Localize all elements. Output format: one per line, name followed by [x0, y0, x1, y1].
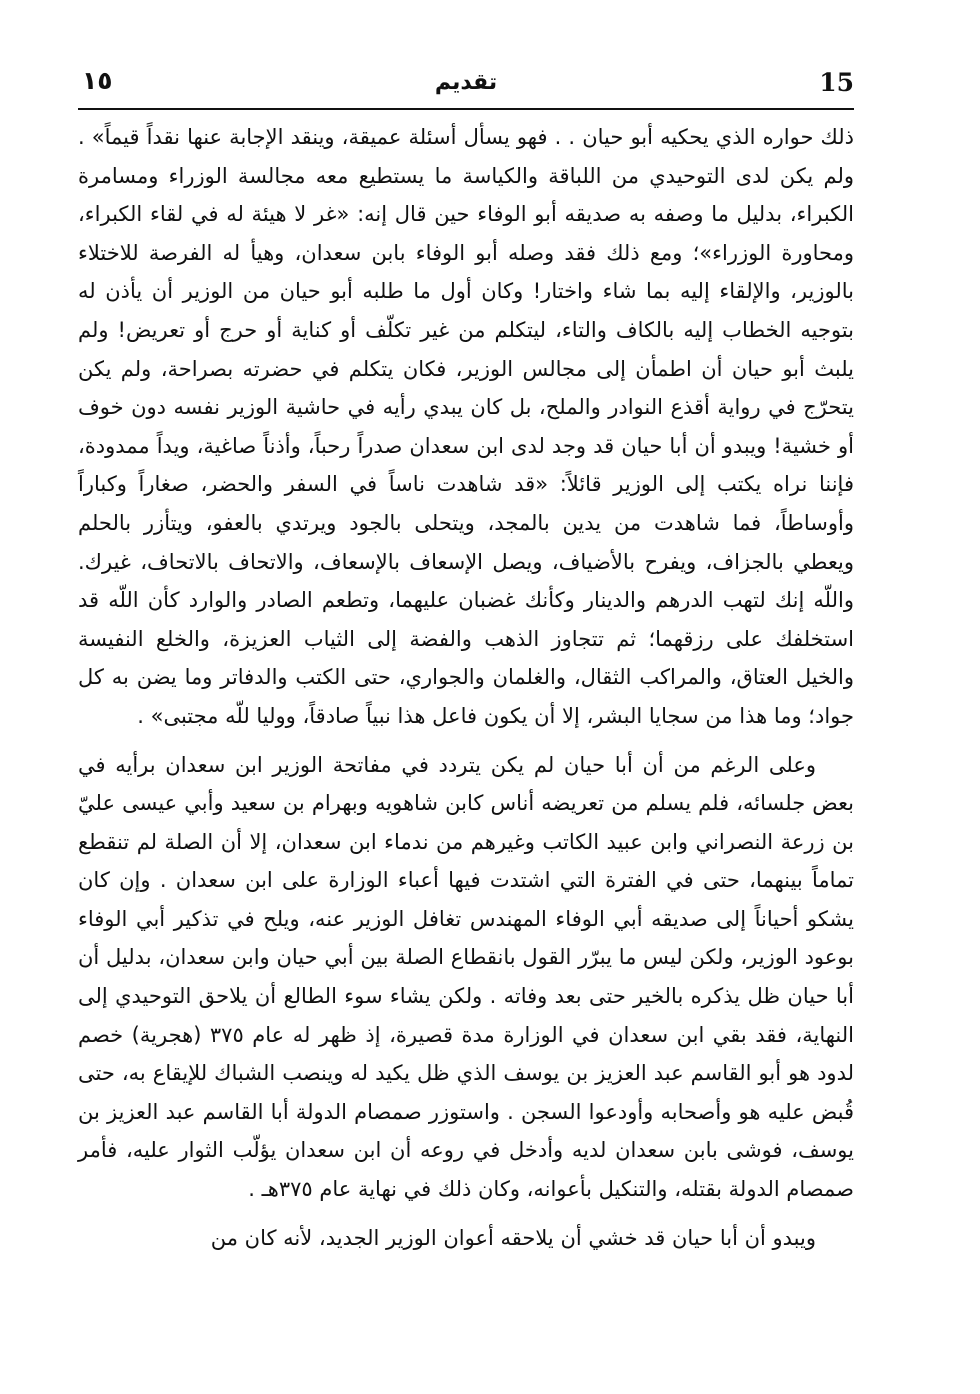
page-number-arabic: ١٥: [82, 66, 113, 95]
paragraph: ويبدو أن أبا حيان قد خشي أن يلاحقه أعوان الوزير الجديد، لأنه كان من: [210, 1225, 816, 1250]
paragraph: ذلك حواره الذي يحكيه أبو حيان . . فهو يسأل أسئلة عميقة، وينقد الإجابة عنها نقداً قيماً» . ولم يكن لدى التوحيدي من اللباقة والكياسة ما يستطيع معه مجالسة الوزراء ومسامرة الكبراء، بدليل ما وصفه به صديقه أبو الوفاء حين قال إنه: «غر لا هيئة له في لقاء الكبراء، ومحاورة الوزراء»؛ ومع ذلك فقد وصله أبو الوفاء بابن سعدان، وهيأ له الفرصة للاختلاء بالوزير، والإلقاء إليه بما شاء واختار! وكان أول ما طلبه أبو حيان من الوزير أن يأذن له بتوجيه الخطاب إليه بالكاف والتاء، ليتكلم من غير تكلّف أو كناية أو حرج أو تعريض! ولم يلبث أبو حيان أن اطمأن إلى مجالس الوزير، فكان يتكلم في حضرته بصراحة، ولم يكن يتحرّج في رواية أقذع النوادر والملح، بل كان يبدي رأيه في حاشية الوزير نفسه دون خوف أو خشية! ويبدو أن أبا حيان قد وجد لدى ابن سعدان صدراً رحباً، وأذناً صاغية، ويداً ممدودة، فإننا نراه يكتب إلى الوزير قائلاً: «قد شاهدت ناساً في السفر والحضر، صغاراً وكباراً وأوساطاً، فما شاهدت من يدين بالمجد، ويتحلى بالجود ويرتدي بالعفو، ويتأزر بالحلم ويعطي بالجزاف، ويفرح بالأضياف، ويصل الإسعاف بالإسعاف، والاتحاف بالاتحاف، غيرك. واللّه إنك لتهب الدرهم والدينار وكأنك غضبان عليهما، وتطعم الصادر والوارد كأن اللّه قد استخلفك على رزقهما؛ ثم تتجاوز الذهب والفضة إلى الثياب العزيزة، والخلع النفيسة والخيل العتاق، والمراكب الثقال، والغلمان والجواري، حتى الكتب والدفاتر وما يضن به كل جواد؛ وما هذا من سجايا البشر، إلا أن يكون فاعل هذا نبياً صادقاً، ووليا للّه مجتبى» .: [78, 125, 854, 728]
paragraph: وعلى الرغم من أن أبا حيان لم يكن يتردد في مفاتحة الوزير ابن سعدان برأيه في بعض جلسائه، فلم يسلم من تعريضه أناس كابن شاهويه وبهرام بن سعيد وأبي عيسى عليّ بن زرعة النصراني وابن عبيد الكاتب وغيرهم من ندماء ابن سعدان، إلا أن الصلة لم تنقطع تماماً بينهما، حتى في الفترة التي اشتدت فيها أعباء الوزارة على ابن سعدان . وإن كان يشكو أحياناً إلى صديقه أبي الوفاء المهندس تغافل الوزير عنه، ويلح في تذكير أبي الوفاء بوعود الوزير، ولكن ليس ما يبرّر القول بانقطاع الصلة بين أبي حيان وابن سعدان، بدليل أن أبا حيان ظل يذكره بالخير حتى بعد وفاته . ولكن يشاء سوء الطالع أن يلاحق التوحيدي إلى النهاية، فقد بقي ابن سعدان في الوزارة مدة قصيرة، إذ ظهر له عام ٣٧٥ (هجرية) خصم لدود هو أبو القاسم عبد العزيز بن يوسف الذي ظل يكيد له وينصب الشباك للإيقاع به، حتى قُبض عليه هو وأصحابه وأودعوا السجن . واستوزر صمصام الدولة أبا القاسم عبد العزيز بن يوسف، فوشى بابن سعدان لديه وأدخل في روعه أن ابن سعدان يؤلّب الثوار عليه، فأمر صمصام الدولة بقتله، والتنكيل بأعوانه، وكان ذلك في نهاية عام ٣٧٥هـ .: [78, 752, 854, 1202]
body-text: [78, 118, 854, 1267]
page-header: [78, 62, 854, 110]
running-title: تقديم: [434, 70, 498, 95]
page-number-latin: 15: [819, 68, 854, 97]
